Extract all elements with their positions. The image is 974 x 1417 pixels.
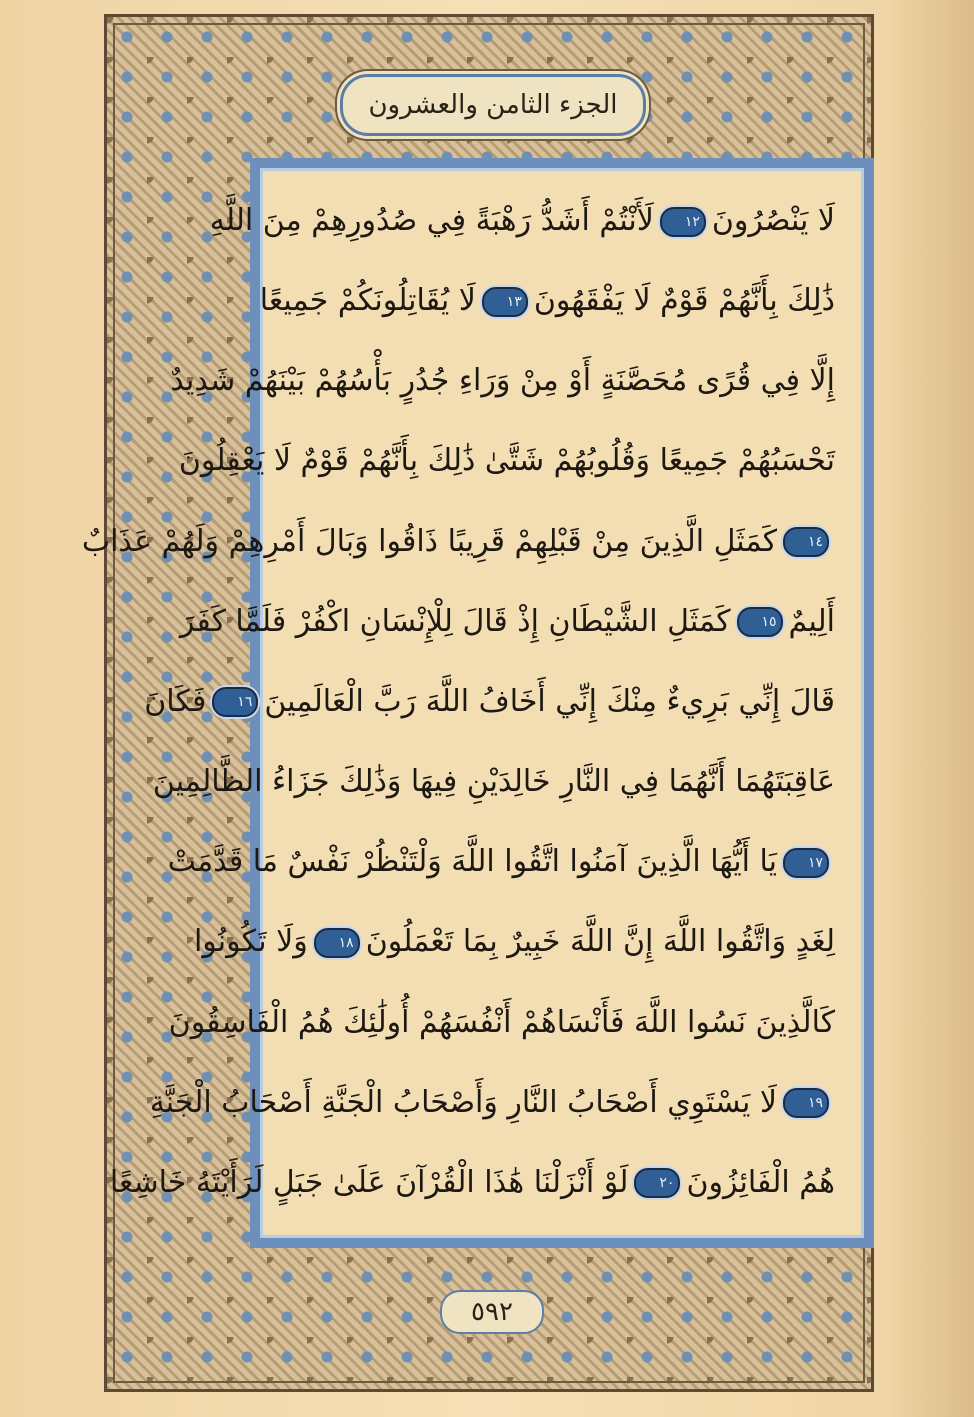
text-area <box>81 168 864 1238</box>
line-text-before: ذَٰلِكَ بِأَنَّهُمْ قَوْمٌ لَا يَفْقَهُونَ <box>533 283 835 319</box>
line-text-after: فَكَانَ <box>144 683 207 719</box>
text-panel <box>81 158 874 1248</box>
text-line <box>152 752 835 812</box>
page-edge-shadow <box>884 0 974 1417</box>
line-text-after: وَلَا تَكُونُوا <box>193 924 308 960</box>
line-text-before: أَلِيمٌ <box>788 603 835 639</box>
text-line <box>170 351 835 411</box>
text-line <box>168 993 835 1053</box>
line-text: عَاقِبَتَهُمَا أَنَّهُمَا فِي النَّارِ خَالِدَيْنِ فِيهَا وَذَٰلِكَ جَزَاءُ الظَّالِمِينَ <box>152 764 835 800</box>
text-line <box>81 512 835 572</box>
text-line <box>167 832 835 892</box>
line-text-after: كَمَثَلِ الَّذِينَ مِنْ قَبْلِهِمْ قَرِيبًا ذَاقُوا وَبَالَ أَمْرِهِمْ وَلَهُمْ عَذَابٌ <box>81 523 777 559</box>
line-text-before: لَا يَنْصُرُونَ <box>711 203 835 238</box>
juz-title: الجزء الثامن والعشرون <box>368 90 618 120</box>
ayah-number-marker: ١٢ <box>660 207 706 237</box>
line-text-after: كَمَثَلِ الشَّيْطَانِ إِذْ قَالَ لِلْإِنْسَانِ اكْفُرْ فَلَمَّا كَفَرَ <box>179 603 731 639</box>
ayah-number-marker: ١٦ <box>212 687 258 717</box>
line-text-after: لَوْ أَنْزَلْنَا هَٰذَا الْقُرْآنَ عَلَىٰ جَبَلٍ لَرَأَيْتَهُ خَاشِعًا <box>109 1164 629 1200</box>
text-line <box>178 431 835 491</box>
text-line <box>149 1073 835 1133</box>
line-text-before: هُمُ الْفَائِزُونَ <box>686 1164 835 1200</box>
ayah-number-marker: ١٤ <box>783 527 829 557</box>
line-text-after: لَا يَسْتَوِي أَصْحَابُ النَّارِ وَأَصْحَابُ الْجَنَّةِ أَصْحَابُ الْجَنَّةِ <box>149 1084 777 1120</box>
ayah-number-marker: ١٥ <box>737 607 783 637</box>
line-text: إِلَّا فِي قُرًى مُحَصَّنَةٍ أَوْ مِنْ وَرَاءِ جُدُرٍ بَأْسُهُمْ بَيْنَهُمْ شَدِيدٌ <box>170 363 835 399</box>
text-line <box>179 592 835 652</box>
line-text-after: يَا أَيُّهَا الَّذِينَ آمَنُوا اتَّقُوا اللَّهَ وَلْتَنْظُرْ نَفْسٌ مَا قَدَّمَتْ <box>167 844 777 880</box>
line-text-after: لَأَنْتُمْ أَشَدُّ رَهْبَةً فِي صُدُورِهِمْ مِنَ اللَّهِ <box>209 203 654 238</box>
line-text: كَالَّذِينَ نَسُوا اللَّهَ فَأَنْسَاهُمْ أَنْفُسَهُمْ أُولَٰئِكَ هُمُ الْفَاسِقُونَ <box>168 1004 835 1040</box>
line-text-before: قَالَ إِنِّي بَرِيءٌ مِنْكَ إِنِّي أَخَافُ اللَّهَ رَبَّ الْعَالَمِينَ <box>264 683 835 719</box>
ayah-number-marker: ٢٠ <box>634 1168 680 1198</box>
text-line <box>259 271 835 331</box>
page-number: ٥٩٢ <box>440 1290 544 1334</box>
juz-title-cartouche <box>340 74 646 136</box>
ayah-number-marker: ١٩ <box>783 1088 829 1118</box>
line-text-after: لَا يُقَاتِلُونَكُمْ جَمِيعًا <box>259 283 476 319</box>
ayah-number-marker: ١٨ <box>314 928 360 958</box>
ayah-number-marker: ١٣ <box>482 287 528 317</box>
text-line <box>193 912 835 972</box>
text-line <box>209 191 835 251</box>
ayah-number-marker: ١٧ <box>783 848 829 878</box>
line-text: تَحْسَبُهُمْ جَمِيعًا وَقُلُوبُهُمْ شَتَّىٰ ذَٰلِكَ بِأَنَّهُمْ قَوْمٌ لَا يَعْقِلُونَ <box>178 443 835 479</box>
line-text-before: لِغَدٍ وَاتَّقُوا اللَّهَ إِنَّ اللَّهَ خَبِيرٌ بِمَا تَعْمَلُونَ <box>365 924 835 960</box>
text-line <box>109 1153 835 1213</box>
text-line <box>144 672 835 732</box>
